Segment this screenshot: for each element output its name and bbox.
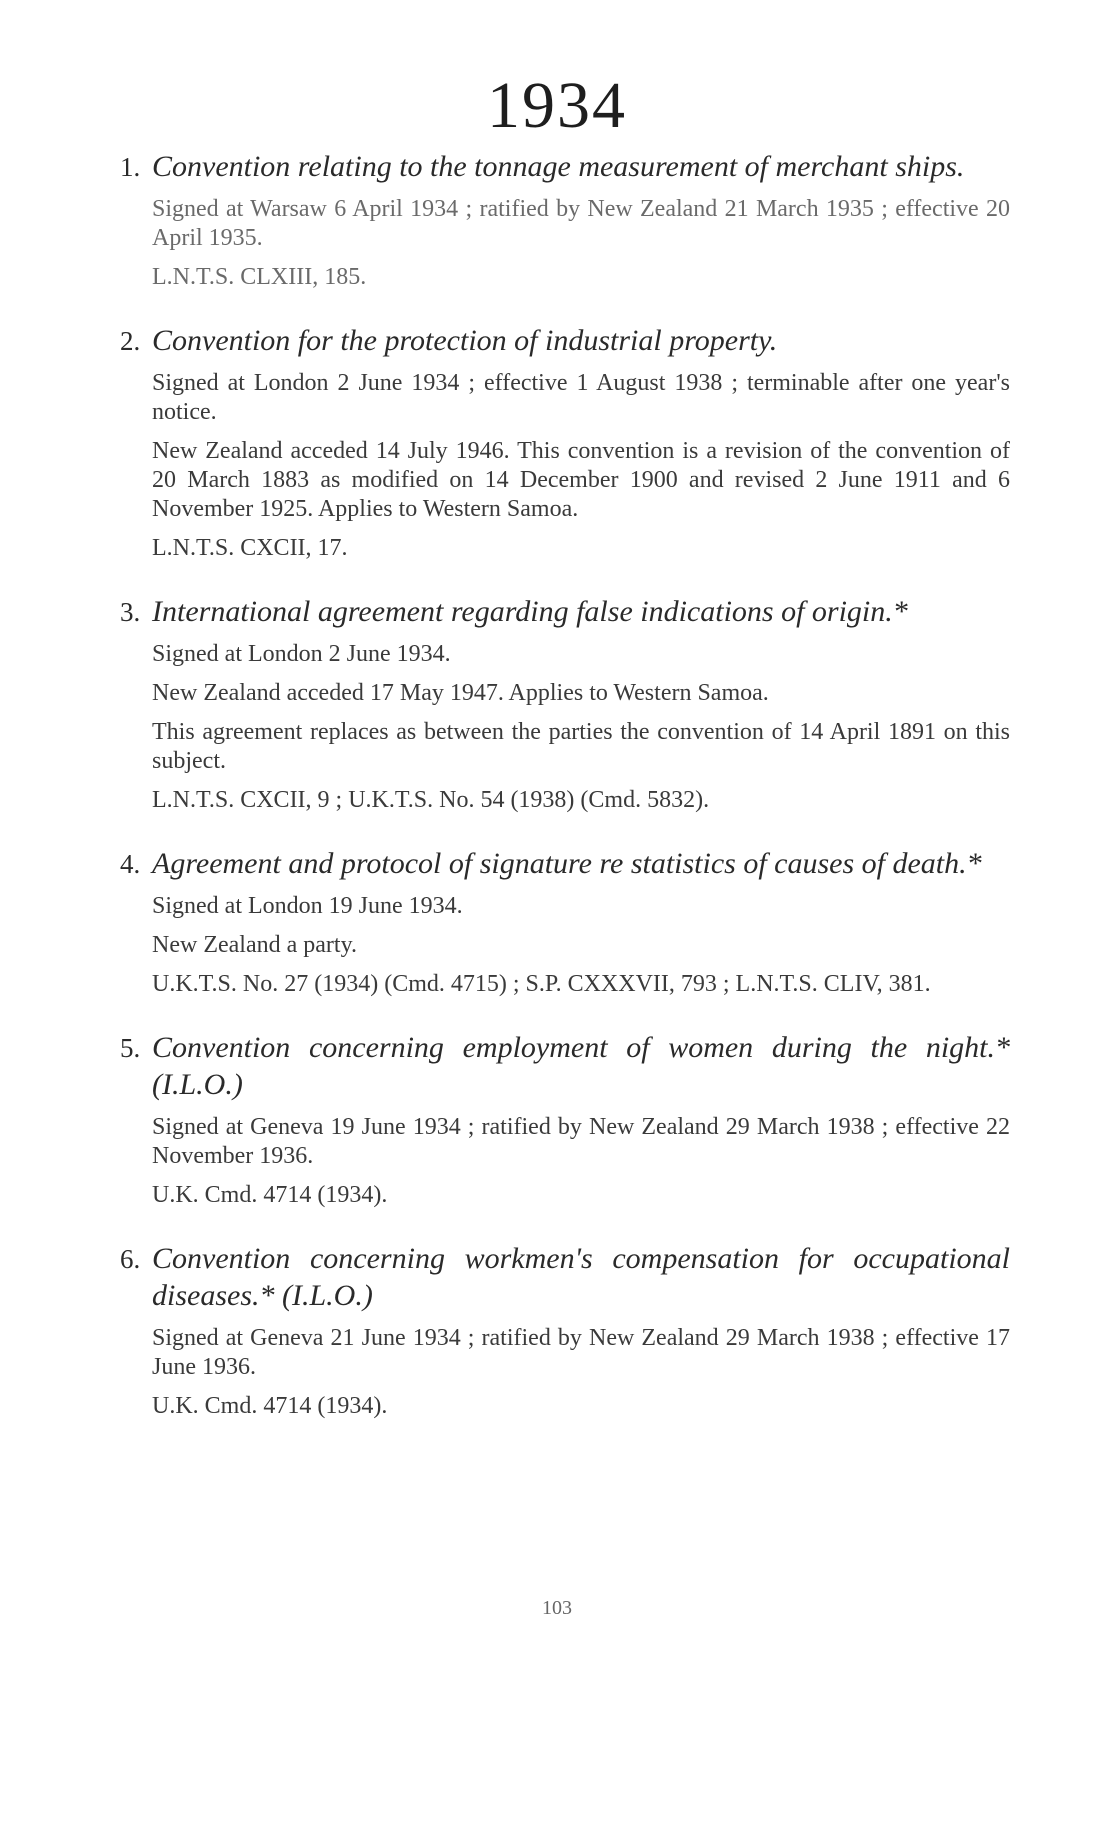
treaty-entry-4: [120, 845, 1010, 999]
treaty-title: Agreement and protocol of signature re statistics of causes of death.*: [152, 847, 982, 880]
treaty-list: [120, 148, 1010, 1451]
treaty-number: 2.: [120, 326, 141, 356]
treaty-heading: [120, 1029, 1010, 1103]
treaty-entry-6: [120, 1240, 1010, 1421]
treaty-notes: This agreement replaces as between the parties the convention of 14 April 1891 on this subject.: [152, 719, 1010, 774]
treaty-reference: L.N.T.S. CXCII, 17.: [152, 535, 348, 561]
treaty-signing-details: Signed at London 2 June 1934 ; effective 1 August 1938 ; terminable after one year's notice.: [152, 370, 1010, 425]
treaty-accession: New Zealand acceded 17 May 1947. Applies to Western Samoa.: [152, 680, 769, 706]
treaty-signing-details: Signed at London 19 June 1934.: [152, 893, 463, 919]
treaty-heading: [120, 148, 1010, 185]
treaty-title: Convention concerning workmen's compensation for occupational diseases.* (I.L.O.): [152, 1242, 1010, 1312]
treaty-number: 5.: [120, 1033, 141, 1063]
treaty-entry-1: [120, 148, 1010, 292]
treaty-signing-details: Signed at Warsaw 6 April 1934 ; ratified by New Zealand 21 March 1935 ; effective 20 April 1935.: [152, 196, 1010, 251]
treaty-entry-2: [120, 322, 1010, 563]
treaty-number: 3.: [120, 597, 141, 627]
treaty-title: Convention for the protection of industrial property.: [152, 324, 778, 357]
treaty-reference: U.K. Cmd. 4714 (1934).: [152, 1393, 388, 1419]
treaty-reference: U.K. Cmd. 4714 (1934).: [152, 1182, 388, 1208]
treaty-number: 1.: [120, 152, 141, 182]
treaty-signing-details: Signed at Geneva 21 June 1934 ; ratified by New Zealand 29 March 1938 ; effective 17 June 1936.: [152, 1325, 1010, 1380]
page-number: 103: [542, 1597, 572, 1619]
treaty-title: Convention concerning employment of women during the night.* (I.L.O.): [152, 1031, 1010, 1101]
treaty-reference: U.K.T.S. No. 27 (1934) (Cmd. 4715) ; S.P. CXXXVII, 793 ; L.N.T.S. CLIV, 381.: [152, 971, 931, 997]
treaty-signing-details: Signed at London 2 June 1934.: [152, 641, 451, 667]
treaty-heading: [120, 593, 1010, 630]
treaty-signing-details: Signed at Geneva 19 June 1934 ; ratified by New Zealand 29 March 1938 ; effective 22 November 1936.: [152, 1114, 1010, 1169]
treaty-title: International agreement regarding false indications of origin.*: [152, 595, 908, 628]
page-title: 1934: [487, 69, 627, 142]
treaty-heading: [120, 322, 1010, 359]
treaty-entry-3: [120, 593, 1010, 815]
treaty-heading: [120, 1240, 1010, 1314]
treaty-heading: [120, 845, 1010, 882]
treaty-entry-5: [120, 1029, 1010, 1210]
treaty-number: 4.: [120, 849, 141, 879]
treaty-title: Convention relating to the tonnage measurement of merchant ships.: [152, 150, 965, 183]
treaty-reference: L.N.T.S. CXCII, 9 ; U.K.T.S. No. 54 (1938) (Cmd. 5832).: [152, 787, 710, 813]
treaty-notes: New Zealand acceded 14 July 1946. This convention is a revision of the convention of 20 March 1883 as modified on 14 December 1900 and revised 2 June 1911 and 6 November 1925. Applies to Western Samoa.: [152, 438, 1010, 522]
treaty-party-status: New Zealand a party.: [152, 932, 358, 958]
treaty-number: 6.: [120, 1244, 141, 1274]
treaty-reference: L.N.T.S. CLXIII, 185.: [152, 264, 367, 290]
